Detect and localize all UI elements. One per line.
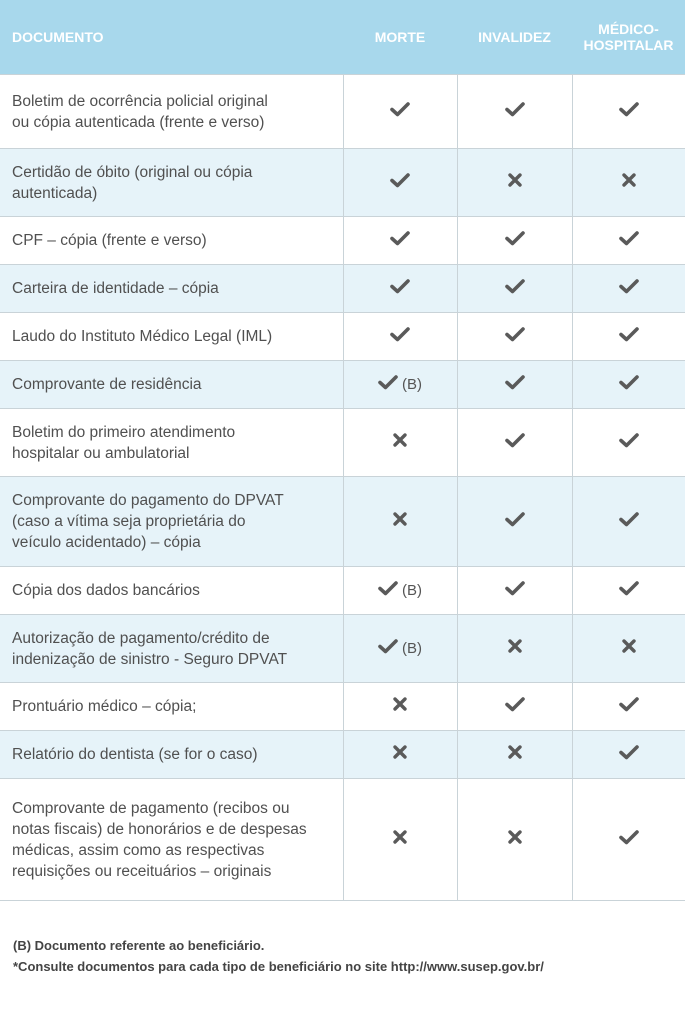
cell-medico	[572, 567, 685, 615]
check-icon	[505, 511, 525, 533]
check-icon	[505, 278, 525, 300]
cross-icon	[507, 829, 523, 851]
cell-medico	[572, 265, 685, 313]
document-name-line: Laudo do Instituto Médico Legal (IML)	[12, 328, 273, 345]
cross-icon	[392, 696, 408, 718]
beneficiary-note: (B)	[402, 376, 422, 393]
cell-invalidez	[457, 477, 572, 567]
check-icon	[619, 696, 639, 718]
cross-icon	[507, 638, 523, 660]
cell-medico	[572, 313, 685, 361]
check-icon	[390, 101, 410, 123]
document-name-cell	[0, 313, 343, 361]
document-name-line: Autorização de pagamento/crédito de	[12, 629, 270, 647]
cell-medico	[572, 477, 685, 567]
cell-medico	[572, 683, 685, 731]
cell-medico	[572, 731, 685, 779]
table-row	[0, 149, 685, 217]
table-row	[0, 265, 685, 313]
check-icon	[505, 101, 525, 123]
check-icon	[505, 230, 525, 252]
table-row	[0, 615, 685, 683]
cell-morte	[343, 149, 457, 217]
cell-morte	[343, 75, 457, 149]
cell-morte	[343, 217, 457, 265]
cross-icon	[621, 172, 637, 194]
cross-icon	[621, 638, 637, 660]
document-name-line: ou cópia autenticada (frente e verso)	[12, 113, 265, 131]
document-name-cell	[0, 149, 343, 217]
table-row	[0, 683, 685, 731]
table-row	[0, 567, 685, 615]
cell-medico	[572, 409, 685, 477]
document-name-line: indenização de sinistro - Seguro DPVAT	[12, 650, 288, 668]
document-name-line: hospitalar ou ambulatorial	[12, 444, 190, 462]
check-icon	[390, 172, 410, 194]
table-row	[0, 75, 685, 149]
cell-morte	[343, 409, 457, 477]
header-medico-hospitalar	[572, 0, 685, 75]
cross-icon	[392, 432, 408, 454]
cell-morte	[343, 615, 457, 683]
beneficiary-note: (B)	[402, 582, 422, 599]
cell-medico	[572, 779, 685, 901]
check-icon	[390, 230, 410, 252]
document-name-line: Cópia dos dados bancários	[12, 582, 200, 599]
document-name-line: Certidão de óbito (original ou cópia	[12, 163, 253, 181]
table-header	[0, 0, 685, 75]
document-name-line: (caso a vítima seja proprietária do	[12, 513, 246, 530]
cell-medico	[572, 149, 685, 217]
document-name-line: Comprovante de residência	[12, 376, 202, 393]
check-icon	[505, 326, 525, 348]
cell-invalidez	[457, 217, 572, 265]
document-name-line: veículo acidentado) – cópia	[12, 534, 201, 551]
footer-notes	[13, 935, 544, 977]
document-name-line: requisições ou receituários – originais	[12, 862, 272, 880]
cell-invalidez	[457, 361, 572, 409]
table-row	[0, 779, 685, 901]
table-row	[0, 477, 685, 567]
header-invalidez: INVALIDEZ	[457, 0, 572, 75]
check-icon	[619, 278, 639, 300]
cell-medico	[572, 217, 685, 265]
document-name-cell	[0, 75, 343, 149]
cell-invalidez	[457, 779, 572, 901]
header-medico-line2: HOSPITALAR	[583, 37, 674, 53]
check-icon	[378, 374, 398, 396]
cell-invalidez	[457, 409, 572, 477]
check-icon	[378, 580, 398, 602]
document-name-line: Relatório do dentista (se for o caso)	[12, 746, 258, 763]
document-name-cell	[0, 477, 343, 567]
cell-morte	[343, 313, 457, 361]
document-name-cell	[0, 567, 343, 615]
cell-morte	[343, 683, 457, 731]
footer-note-susep: *Consulte documentos para cada tipo de beneficiário no site http://www.susep.gov.br/	[13, 959, 544, 974]
check-icon	[619, 744, 639, 766]
check-icon	[619, 432, 639, 454]
table-row	[0, 313, 685, 361]
document-name-cell	[0, 731, 343, 779]
check-icon	[505, 374, 525, 396]
cell-morte	[343, 265, 457, 313]
check-icon	[390, 278, 410, 300]
table-row	[0, 409, 685, 477]
check-icon	[390, 326, 410, 348]
document-name-line: Boletim do primeiro atendimento	[12, 423, 236, 441]
document-name-line: autenticada)	[12, 184, 98, 202]
check-icon	[619, 326, 639, 348]
check-icon	[619, 511, 639, 533]
document-name-cell	[0, 409, 343, 477]
header-documento: DOCUMENTO	[0, 0, 343, 75]
table-row	[0, 731, 685, 779]
cell-morte	[343, 567, 457, 615]
cell-morte	[343, 477, 457, 567]
document-name-line: Boletim de ocorrência policial original	[12, 92, 268, 110]
cell-invalidez	[457, 75, 572, 149]
cell-morte	[343, 731, 457, 779]
beneficiary-note: (B)	[402, 640, 422, 657]
cell-invalidez	[457, 149, 572, 217]
check-icon	[505, 696, 525, 718]
check-icon	[619, 230, 639, 252]
cell-invalidez	[457, 265, 572, 313]
cell-morte	[343, 779, 457, 901]
check-icon	[619, 829, 639, 851]
document-name-line: médicas, assim como as respectivas	[12, 841, 265, 859]
cross-icon	[507, 744, 523, 766]
document-name-cell	[0, 361, 343, 409]
check-icon	[505, 580, 525, 602]
document-name-cell	[0, 683, 343, 731]
cell-invalidez	[457, 567, 572, 615]
cross-icon	[392, 829, 408, 851]
cell-invalidez	[457, 731, 572, 779]
cell-invalidez	[457, 313, 572, 361]
document-name-line: Carteira de identidade – cópia	[12, 280, 219, 297]
table-row	[0, 217, 685, 265]
document-name-cell	[0, 217, 343, 265]
document-name-line: Comprovante de pagamento (recibos ou	[12, 799, 290, 817]
header-medico-line1: MÉDICO-	[598, 21, 659, 37]
header-morte: MORTE	[343, 0, 457, 75]
cell-medico	[572, 75, 685, 149]
cell-invalidez	[457, 683, 572, 731]
footer-note-beneficiario: (B) Documento referente ao beneficiário.	[13, 938, 265, 953]
table-body	[0, 75, 685, 901]
cell-morte	[343, 361, 457, 409]
cross-icon	[392, 511, 408, 533]
document-name-cell	[0, 779, 343, 901]
cell-medico	[572, 615, 685, 683]
document-name-cell	[0, 615, 343, 683]
check-icon	[378, 638, 398, 660]
check-icon	[505, 432, 525, 454]
cross-icon	[507, 172, 523, 194]
document-name-line: notas fiscais) de honorários e de despesas	[12, 820, 307, 838]
check-icon	[619, 101, 639, 123]
document-name-line: CPF – cópia (frente e verso)	[12, 232, 207, 249]
cell-invalidez	[457, 615, 572, 683]
document-name-line: Prontuário médico – cópia;	[12, 698, 197, 715]
table-row	[0, 361, 685, 409]
check-icon	[619, 580, 639, 602]
check-icon	[619, 374, 639, 396]
cell-medico	[572, 361, 685, 409]
document-name-line: Comprovante do pagamento do DPVAT	[12, 492, 284, 509]
cross-icon	[392, 744, 408, 766]
document-name-cell	[0, 265, 343, 313]
